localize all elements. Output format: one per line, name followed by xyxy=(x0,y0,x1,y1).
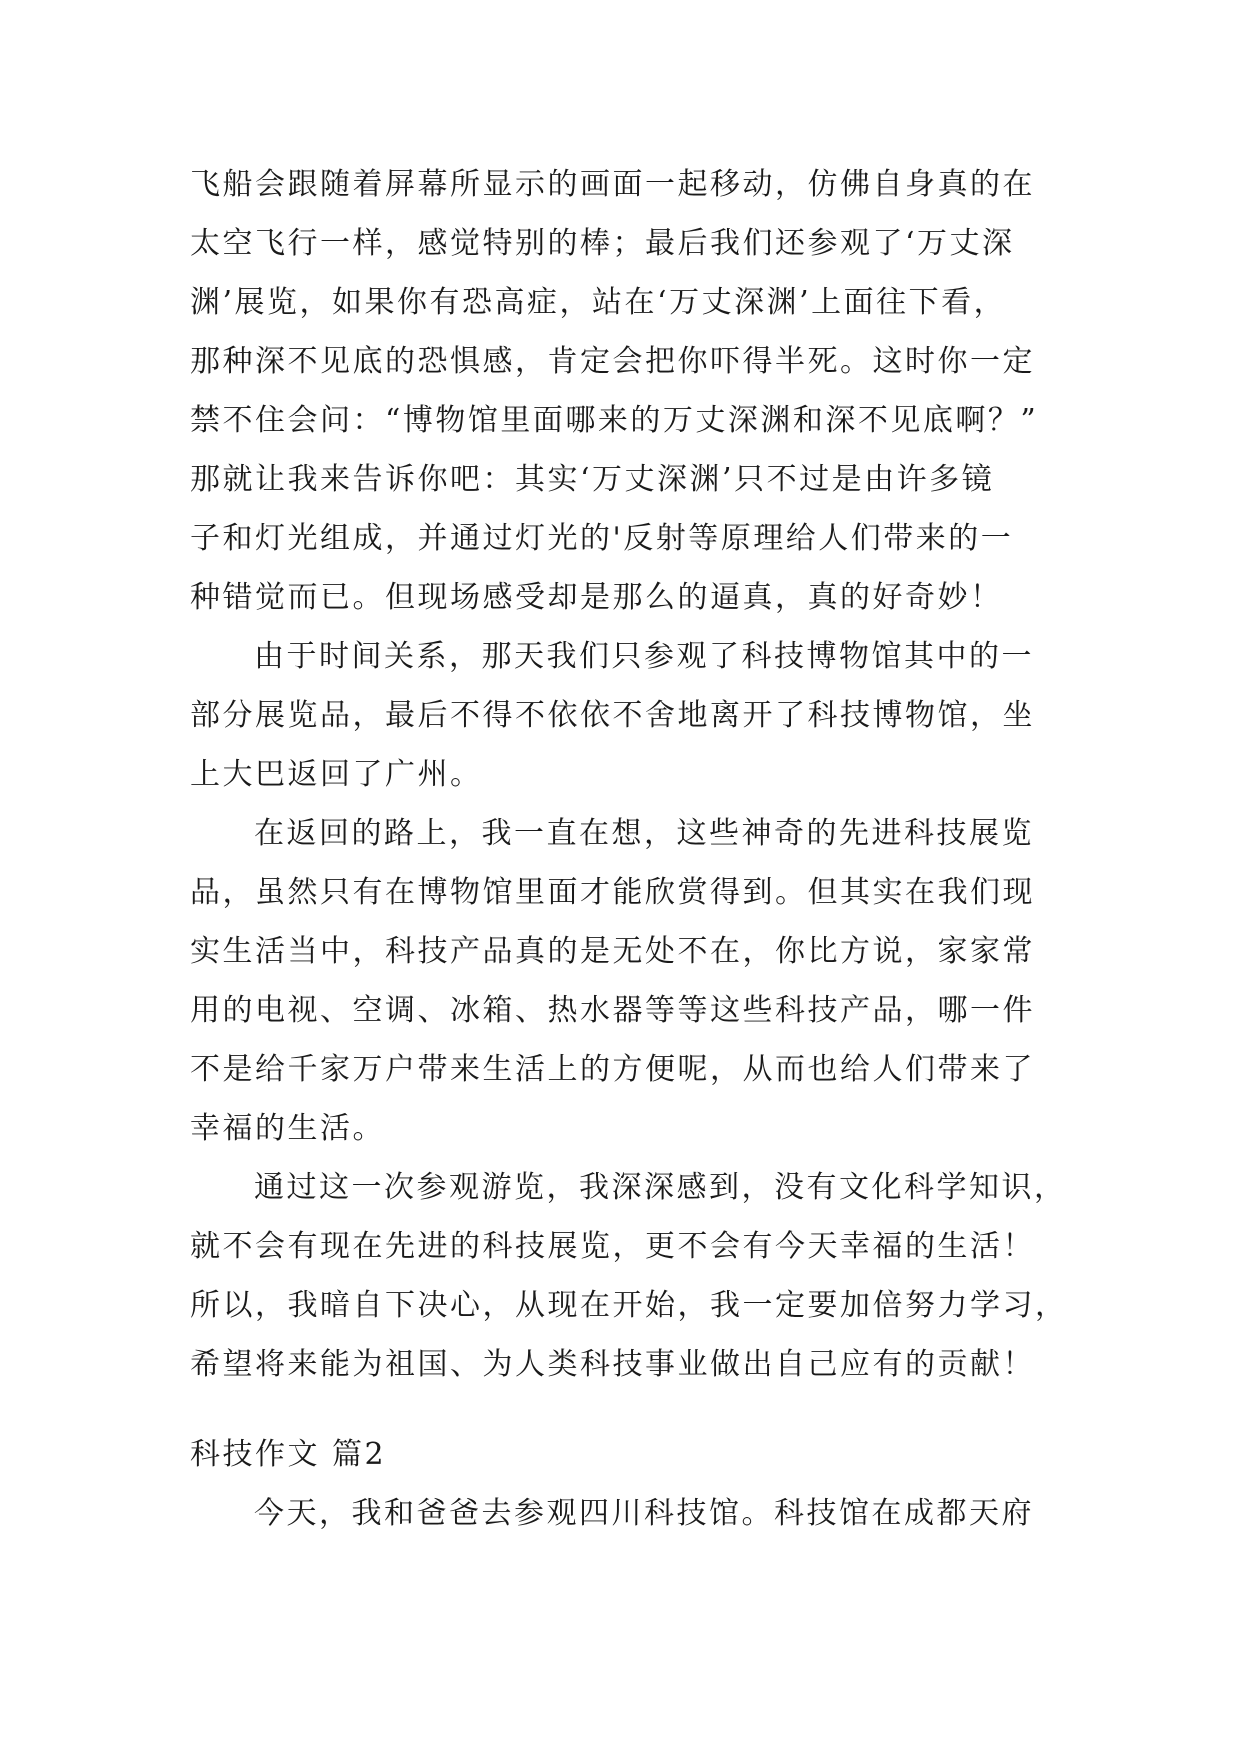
text-line: 禁不住会问：“博物馆里面哪来的万丈深渊和深不见底啊？” xyxy=(190,403,1039,438)
text-line: 品，虽然只有在博物馆里面才能欣赏得到。但其实在我们现 xyxy=(190,875,1035,910)
text-line: 在返回的路上，我一直在想，这些神奇的先进科技展览 xyxy=(254,816,1034,851)
text-line: 那种深不见底的恐惧感，肯定会把你吓得半死。这时你一定 xyxy=(190,344,1035,379)
paragraph xyxy=(190,627,1050,804)
document-body xyxy=(190,155,1068,1394)
paragraph xyxy=(190,1158,1068,1394)
paragraph xyxy=(190,155,1050,627)
text-line: 不是给千家万户带来生活上的方便呢，从而也给人们带来了 xyxy=(190,1052,1035,1087)
text-line: 通过这一次参观游览，我深深感到，没有文化科学知识， xyxy=(254,1170,1067,1205)
text-line: 种错觉而已。但现场感受却是那么的逼真，真的好奇妙！ xyxy=(190,580,1003,615)
document-body-continued xyxy=(190,1484,1050,1543)
text-line: 子和灯光组成，并通过灯光的'反射等原理给人们带来的一 xyxy=(190,521,1014,556)
text-line: 那就让我来告诉你吧：其实‘万丈深渊’只不过是由许多镜 xyxy=(190,462,995,497)
text-line: 所以，我暗自下决心，从现在开始，我一定要加倍努力学习， xyxy=(190,1288,1068,1323)
text-line: 部分展览品，最后不得不依依不舍地离开了科技博物馆，坐 xyxy=(190,698,1035,733)
text-line: 今天，我和爸爸去参观四川科技馆。科技馆在成都天府 xyxy=(254,1496,1034,1531)
text-line: 飞船会跟随着屏幕所显示的画面一起移动，仿佛自身真的在 xyxy=(190,167,1035,202)
text-line: 幸福的生活。 xyxy=(190,1111,385,1146)
text-line: 渊’展览，如果你有恐高症，站在‘万丈深渊’上面往下看， xyxy=(190,285,1007,320)
text-line: 由于时间关系，那天我们只参观了科技博物馆其中的一 xyxy=(254,639,1034,674)
text-line: 上大巴返回了广州。 xyxy=(190,757,483,792)
text-line: 用的电视、空调、冰箱、热水器等等这些科技产品，哪一件 xyxy=(190,993,1035,1028)
section-heading: 科技作文 篇2 xyxy=(190,1437,387,1472)
text-line: 就不会有现在先进的科技展览，更不会有今天幸福的生活！ xyxy=(190,1229,1035,1264)
text-line: 太空飞行一样，感觉特别的棒；最后我们还参观了‘万丈深 xyxy=(190,226,1015,261)
paragraph xyxy=(190,804,1050,1158)
text-line: 希望将来能为祖国、为人类科技事业做出自己应有的贡献！ xyxy=(190,1347,1035,1382)
text-line: 实生活当中，科技产品真的是无处不在，你比方说，家家常 xyxy=(190,934,1035,969)
